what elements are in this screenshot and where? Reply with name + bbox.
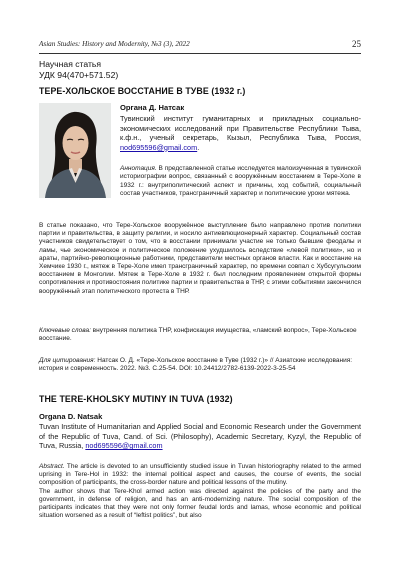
author-email-en[interactable]: nod695596@gmail.com (85, 441, 163, 451)
author-affiliation-en (39, 422, 361, 451)
author-affiliation-ru (120, 114, 361, 152)
keywords-ru (39, 327, 361, 343)
abstract-en (39, 463, 361, 520)
author-email-ru[interactable]: nod695596@gmail.com (120, 142, 198, 152)
abstract-ru-part1 (120, 165, 361, 199)
affiliation-text-en: Tuvan Institute of Humanitarian and Applied Social and Economic Research under the Government of the Republic of Tuva, Cand. of Sci. (Philosophy), Academic Secretary, Kyzyl, the Republic of Tuva, Russia, (39, 422, 361, 451)
article-kind: Научная статья (39, 59, 102, 69)
citation-ru (39, 357, 361, 373)
article-title-en: THE TERE-KHOLSKY MUTINY IN TUVA (1932) (39, 394, 233, 404)
abstract-ru-part2: В статье показано, что Тере-Хольское вооружённое выступление было направлено против политики партии и правительства, в защиту религии, и носило антиевлюционерный характер. Социальный состав участников свидетельствует о том, что в восстании принимали участие не только бывшие феодалы и ламы, чье экономическое и политическое положение ухудшилось вследствие «левой политики», но и араты, партийно-революционные работники, представители местных органов власти. Как и восстание на Хемчике 1930 г., мятеж в Тере-Холе имел трансграничный характер, по времени совпал с Хубсугульским восстанием в Монголии. Мятеж в Тере-Холе в 1932 г. был последним проявлением открытой формы сопротивления и противостояния политике партии и правительства в ТНР, с этими событиями закончился вооружённый этап политического протеста в ТНР. (39, 222, 361, 295)
page-number: 25 (352, 39, 361, 49)
author-info-ru (120, 103, 361, 152)
udc-code: УДК 94(470+571.52) (39, 70, 119, 80)
author-name-en: Organa D. Natsak (39, 412, 103, 421)
author-photo (39, 103, 111, 198)
abstract-en-paragraph-1 (39, 463, 361, 488)
running-head (39, 40, 361, 52)
journal-name: Asian Studies: History and Modernity, №3 (3), 2022 (39, 40, 190, 48)
keywords-text-ru: внутренняя политика ТНР, конфискация имущества, «ламский вопрос», Тере-Хольское восстание. (39, 327, 357, 343)
citation-text-ru: Натсак О. Д. «Тере-Хольское восстание в Туве (1932 г.)» // Азиатские исследования: история и современность. 2022. №3. С.25-54. DOI: 10.24412/2782-6139-2022-3-25-54 (39, 357, 353, 373)
abstract-en-paragraph-2: The author shows that Tere-Khol armed action was directed against the policies of the party and the government, in defense of religion, and has an anti-modernizing nature. The social composition of the participants indicates that they were not only former feudal lords and lamas, whose economic and political situation worsened as a result of “leftist politics”, but also (39, 487, 361, 520)
author-info-en (39, 412, 361, 451)
abstract-text-en-1: The article is devoted to an unsufficiently studied issue in Tuvan historiography related to the armed uprising in Tere-Hol in 1932: the internal political aspect and causes, the course of events, the social composition of participants, the cross-border nature and political lessons of the mutiny. (39, 463, 361, 487)
abstract-label-en: Abstract. (39, 463, 65, 470)
header-rule (39, 53, 361, 54)
citation-label-ru: Для цитирования: (39, 357, 96, 364)
affiliation-text-ru: Тувинский институт гуманитарных и прикладных социально-экономических исследований при Правительстве Республики Тыва, к.ф.н., ученый секретарь, Кызыл, Республика Тыва, Россия, (120, 114, 361, 143)
keywords-label-ru: Ключевые слова: (39, 327, 91, 334)
abstract-text-ru-1: В представленной статье исследуется малоизученная в тувинской историографии вопрос, связанный с вооружённым восстанием в Тере-Холе в 1932 г.: внутриполитический аспект и причины, ход событий, социальный состав участников, трансграничный характер и политические уроки мятежа. (120, 165, 361, 198)
author-name-ru: Органа Д. Натсак (120, 103, 185, 112)
abstract-label-ru: Аннотация. (120, 165, 157, 172)
email-period: . (197, 142, 200, 152)
article-title-ru: ТЕРЕ-ХОЛЬСКОЕ ВОССТАНИЕ В ТУВЕ (1932 г.) (39, 86, 246, 96)
